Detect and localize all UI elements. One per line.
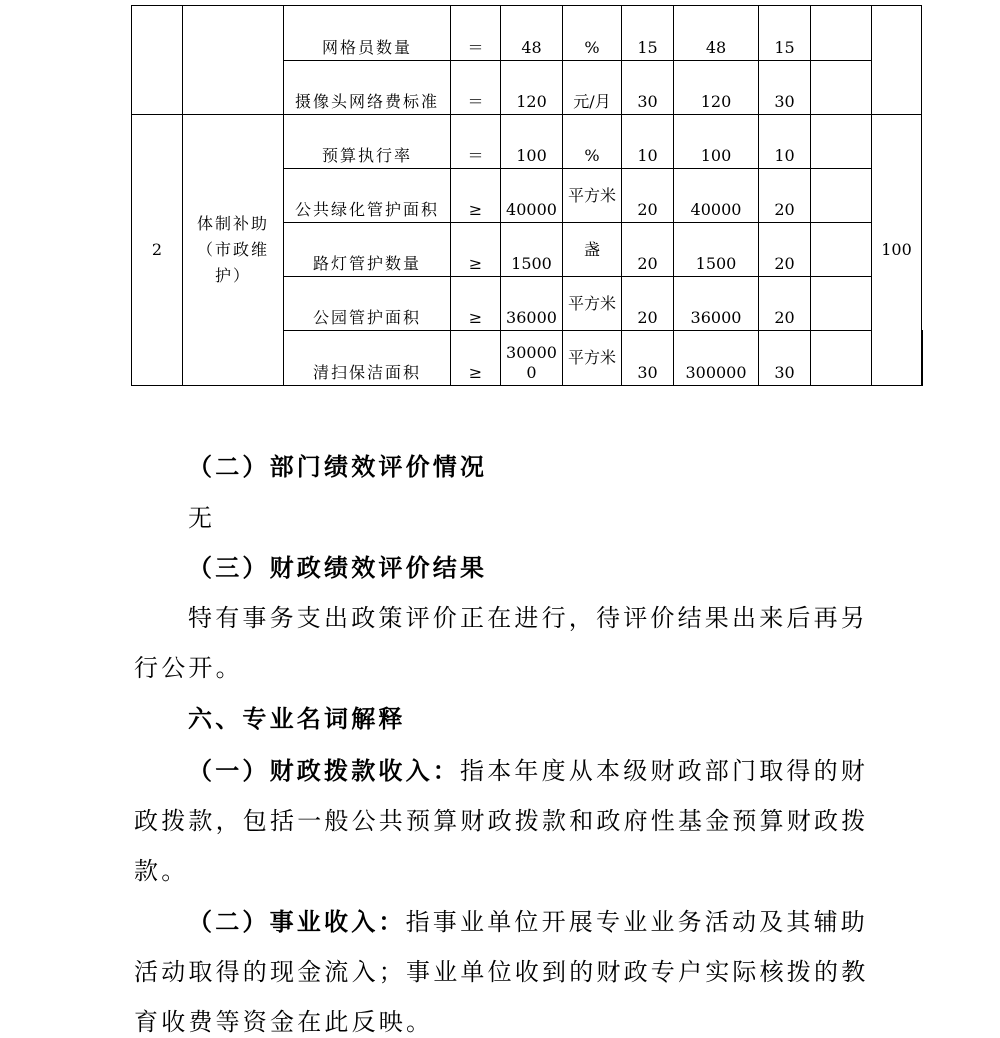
term-2-line3: 育收费等资金在此反映。 — [134, 1008, 434, 1036]
indicator-actual: 40000 — [674, 169, 759, 223]
group1-total-cell — [872, 6, 922, 115]
indicator-actual: 48 — [674, 6, 759, 61]
indicator-operator: ＝ — [451, 6, 501, 61]
indicator-unit: % — [563, 6, 622, 61]
indicator-remark — [811, 331, 872, 386]
indicator-target: 300000 — [501, 331, 563, 386]
group2-index: 2 — [132, 115, 183, 386]
indicator-actual: 100 — [674, 115, 759, 169]
indicator-name: 摄像头网络费标准 — [284, 61, 451, 115]
group2-category: 体制补助（市政维护） — [183, 115, 284, 386]
term-1-definition-start: 指本年度从本级财政部门取得的财 — [460, 757, 868, 785]
indicator-target: 1500 — [501, 223, 563, 277]
indicator-weight: 30 — [622, 331, 674, 386]
indicator-name: 清扫保洁面积 — [284, 331, 451, 386]
indicator-actual: 36000 — [674, 277, 759, 331]
indicator-name: 路灯管护数量 — [284, 223, 451, 277]
group1-index-cell — [132, 6, 183, 115]
section-3-heading: （三）财政绩效评价结果 — [188, 554, 488, 582]
section-2-heading: （二）部门绩效评价情况 — [188, 453, 488, 481]
term-2-line1 — [188, 907, 868, 937]
indicator-weight: 10 — [622, 115, 674, 169]
indicator-score: 10 — [759, 115, 811, 169]
term-2-line2: 活动取得的现金流入；事业单位收到的财政专户实际核拨的教 — [134, 958, 869, 986]
indicator-weight: 20 — [622, 277, 674, 331]
indicator-score: 30 — [759, 61, 811, 115]
indicator-unit: 平方米 — [563, 331, 622, 386]
table-row — [132, 6, 923, 61]
last-row-blank-cell — [922, 331, 923, 386]
indicator-name: 公共绿化管护面积 — [284, 169, 451, 223]
indicator-operator: ＝ — [451, 115, 501, 169]
indicator-remark — [811, 277, 872, 331]
indicator-target: 120 — [501, 61, 563, 115]
term-1-line1 — [188, 756, 868, 786]
indicator-target: 100 — [501, 115, 563, 169]
indicator-remark — [811, 6, 872, 61]
indicator-score: 20 — [759, 277, 811, 331]
term-2-definition-start: 指事业单位开展专业业务活动及其辅助 — [405, 908, 869, 936]
indicator-unit: 平方米 — [563, 169, 622, 223]
indicator-operator: ＝ — [451, 61, 501, 115]
term-1-label: （一）财政拨款收入： — [188, 757, 460, 785]
indicator-score: 20 — [759, 169, 811, 223]
indicator-weight: 15 — [622, 6, 674, 61]
indicator-name: 网格员数量 — [284, 6, 451, 61]
group2-total-score: 100 — [872, 115, 922, 386]
indicator-remark — [811, 61, 872, 115]
term-1-line3: 款。 — [134, 857, 189, 885]
section-2-body: 无 — [188, 504, 216, 532]
indicator-weight: 20 — [622, 169, 674, 223]
indicator-actual: 1500 — [674, 223, 759, 277]
indicator-unit: 元/月 — [563, 61, 622, 115]
indicator-actual: 300000 — [674, 331, 759, 386]
group1-category-cell — [183, 6, 284, 115]
indicator-operator: ≥ — [451, 223, 501, 277]
indicator-target: 36000 — [501, 277, 563, 331]
indicator-name: 公园管护面积 — [284, 277, 451, 331]
term-1-line2: 政拨款，包括一般公共预算财政拨款和政府性基金预算财政拨 — [134, 807, 869, 835]
indicator-unit: % — [563, 115, 622, 169]
indicator-target: 48 — [501, 6, 563, 61]
section-3-body-line1: 特有事务支出政策评价正在进行，待评价结果出来后再另 — [188, 604, 868, 632]
performance-table — [131, 5, 923, 386]
section-3-body-line2: 行公开。 — [134, 654, 243, 682]
indicator-operator: ≥ — [451, 277, 501, 331]
indicator-remark — [811, 223, 872, 277]
indicator-score: 20 — [759, 223, 811, 277]
indicator-target: 40000 — [501, 169, 563, 223]
indicator-unit: 盏 — [563, 223, 622, 277]
indicator-operator: ≥ — [451, 331, 501, 386]
indicator-score: 30 — [759, 331, 811, 386]
indicator-operator: ≥ — [451, 169, 501, 223]
indicator-weight: 20 — [622, 223, 674, 277]
indicator-name: 预算执行率 — [284, 115, 451, 169]
term-2-label: （二）事业收入： — [188, 908, 406, 936]
section-6-heading: 六、专业名词解释 — [188, 705, 406, 733]
indicator-actual: 120 — [674, 61, 759, 115]
indicator-weight: 30 — [622, 61, 674, 115]
indicator-remark — [811, 115, 872, 169]
table-row — [132, 115, 923, 169]
indicator-unit: 平方米 — [563, 277, 622, 331]
indicator-remark — [811, 169, 872, 223]
indicator-score: 15 — [759, 6, 811, 61]
